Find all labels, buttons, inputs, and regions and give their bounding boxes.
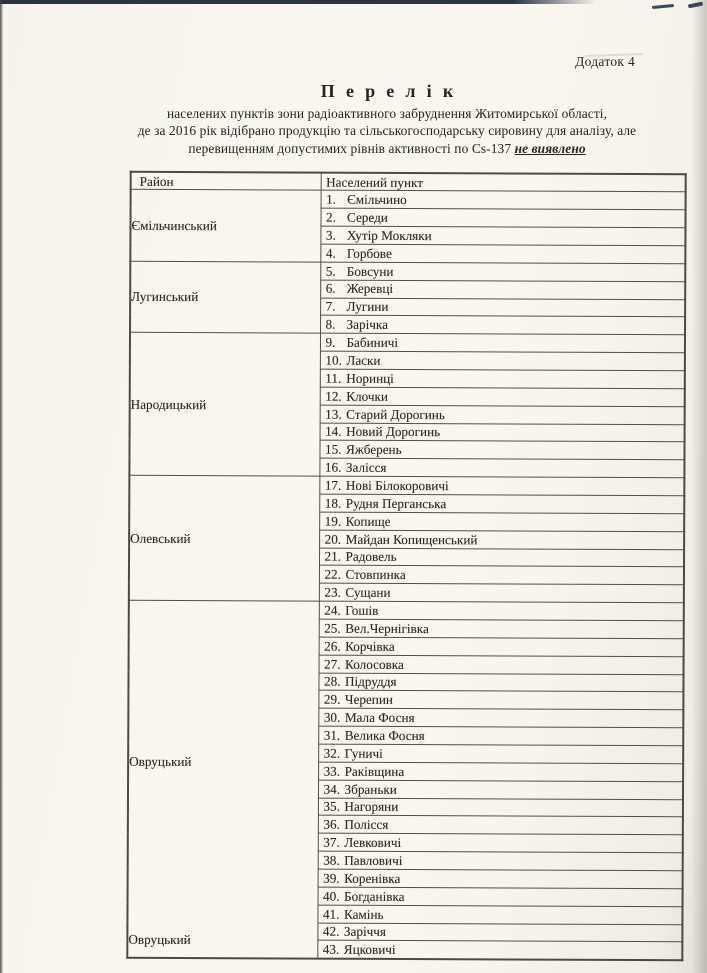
settlement-name: Лугини	[346, 299, 389, 315]
not-detected-emphasis: не виявлено	[514, 140, 586, 156]
settlement-cell	[318, 887, 683, 906]
settlement-number: 35.	[323, 799, 340, 815]
settlement-number: 3.	[325, 227, 336, 243]
settlement-number: 20.	[324, 531, 342, 547]
table-row	[130, 261, 685, 281]
settlement-number: 23.	[324, 584, 341, 600]
settlement-cell	[319, 458, 684, 477]
settlement-number: 29.	[323, 691, 341, 707]
column-header-settlement: Населений пункт	[321, 173, 686, 192]
settlement-name: Коренівка	[344, 870, 401, 886]
settlement-number: 32.	[323, 745, 341, 761]
settlement-number: 43.	[322, 941, 340, 957]
settlement-name: Жеревці	[346, 281, 394, 297]
subtitle-line-1: населених пунктів зони радіоактивного забруднення Житомирської області,	[166, 106, 608, 121]
district-cell: Лугинський	[130, 261, 320, 333]
subtitle-line-2: де за 2016 рік відібрано продукцію та сільськогосподарську сировину для аналізу, але	[137, 123, 637, 139]
settlement-name: Залісся	[345, 459, 387, 475]
settlement-name: Майдан Копищенський	[345, 531, 478, 547]
settlement-number: 17.	[324, 477, 342, 493]
settlement-name: Павловичі	[344, 852, 403, 868]
settlement-name: Гошів	[345, 602, 379, 618]
settlement-number: 8.	[325, 316, 336, 332]
settlement-number: 15.	[324, 441, 342, 457]
settlement-name: Яцковичі	[343, 941, 396, 957]
table-row	[130, 333, 685, 353]
document-header	[85, 79, 689, 157]
settlement-name: Нагоряни	[344, 799, 399, 815]
settlement-name: Новий Дорогинь	[346, 424, 441, 440]
settlement-cell	[319, 619, 684, 638]
settlement-cell	[320, 298, 685, 317]
settlement-name: Радовель	[345, 549, 397, 565]
settlement-cell	[320, 315, 685, 334]
settlement-cell	[319, 494, 684, 513]
settlement-cell	[318, 673, 683, 692]
settlement-cell	[317, 923, 682, 942]
table-row	[129, 475, 684, 495]
settlement-number: 28.	[323, 674, 341, 690]
settlement-number: 1.	[326, 191, 337, 207]
settlement-number: 12.	[325, 388, 342, 404]
table-row	[131, 190, 686, 210]
settlement-cell	[319, 637, 684, 656]
settlement-number: 22.	[324, 566, 341, 582]
settlement-number: 18.	[324, 495, 342, 511]
subtitle	[85, 105, 689, 157]
settlement-number: 19.	[324, 513, 342, 529]
settlement-name: Горбове	[346, 245, 392, 261]
settlement-number: 5.	[325, 263, 336, 279]
settlement-name: Бабиничі	[346, 334, 399, 351]
settlement-number: 25.	[324, 620, 341, 636]
settlement-cell	[320, 280, 685, 299]
settlement-name: Збраньки	[344, 781, 397, 797]
settlement-cell	[320, 226, 685, 245]
settlement-cell	[318, 691, 683, 710]
settlement-cell	[318, 798, 683, 817]
settlement-name: Корчівка	[345, 638, 395, 654]
settlement-name: Зарічка	[346, 316, 389, 333]
settlement-name: Черепин	[344, 691, 393, 708]
settlement-name: Камінь	[343, 906, 384, 922]
settlement-number: 2.	[325, 209, 336, 225]
settlement-name: Сущани	[345, 584, 391, 601]
settlement-cell	[320, 208, 685, 227]
settlement-cell	[318, 744, 683, 763]
column-header-district: Район	[131, 172, 321, 191]
settlement-number: 34.	[323, 781, 341, 797]
settlement-number: 14.	[325, 424, 342, 440]
scanner-shadow-right	[691, 0, 707, 973]
settlement-cell	[320, 351, 685, 370]
settlement-name: Норинці	[346, 370, 394, 386]
settlement-name: Нові Білокоровичі	[345, 477, 449, 494]
settlement-cell	[318, 833, 683, 852]
settlement-name: Хутір Мокляки	[346, 227, 432, 244]
settlement-cell	[318, 762, 683, 781]
settlement-number: 9.	[325, 334, 336, 350]
settlements-table	[126, 171, 686, 961]
settlement-cell	[320, 369, 685, 388]
settlement-name: Ласки	[346, 352, 381, 368]
settlement-number: 6.	[325, 281, 336, 297]
settlement-number: 11.	[325, 370, 342, 386]
scanner-mark	[652, 4, 674, 9]
settlement-cell	[318, 708, 683, 727]
district-cell: Овруцький	[127, 922, 317, 959]
settlement-cell	[317, 905, 682, 924]
settlement-name: Колосовка	[345, 656, 404, 672]
settlement-cell	[318, 816, 683, 835]
settlement-cell	[319, 655, 684, 674]
settlement-cell	[319, 476, 684, 495]
settlement-number: 13.	[325, 406, 342, 422]
settlement-number: 7.	[325, 298, 336, 315]
settlement-number: 41.	[322, 906, 340, 922]
settlement-cell	[319, 441, 684, 460]
scanner-edge-left	[0, 0, 3, 973]
district-cell: Овруцький	[127, 600, 318, 922]
appendix-label: Додаток 4	[575, 54, 635, 69]
settlement-name: Велика Фосня	[344, 727, 425, 744]
subtitle-line-3	[85, 140, 689, 157]
settlement-name: Заріччя	[343, 924, 386, 940]
settlement-name: Старий Дорогинь	[346, 406, 445, 422]
settlement-name: Богданівка	[344, 888, 405, 904]
settlement-cell	[319, 566, 684, 585]
settlement-number: 38.	[323, 852, 340, 868]
settlement-cell	[320, 423, 685, 442]
settlement-name: Бовсуни	[346, 263, 394, 279]
settlement-cell	[319, 601, 684, 620]
settlement-cell	[317, 941, 682, 960]
settlement-cell	[319, 583, 684, 602]
settlement-number: 4.	[325, 245, 336, 261]
settlement-name: Копище	[345, 513, 391, 529]
settlement-number: 33.	[323, 763, 341, 779]
settlement-cell	[319, 530, 684, 549]
settlement-name: Стовпинка	[345, 566, 406, 583]
settlement-name: Середи	[346, 209, 388, 225]
district-cell: Ємільчинський	[130, 190, 320, 262]
district-cell: Народицький	[129, 333, 320, 477]
settlement-number: 27.	[324, 656, 341, 672]
settlement-cell	[318, 851, 683, 870]
settlement-cell	[319, 548, 684, 567]
settlement-number: 21.	[324, 549, 342, 565]
settlement-cell	[318, 726, 683, 745]
settlement-cell	[320, 262, 685, 281]
settlement-number: 42.	[322, 924, 340, 940]
settlement-number: 39.	[323, 870, 340, 886]
settlement-number: 40.	[323, 888, 340, 904]
settlement-name: Мала Фосня	[344, 709, 415, 726]
settlement-name: Левковичі	[344, 834, 402, 851]
settlement-name: Підруддя	[344, 674, 397, 690]
settlement-number: 37.	[323, 834, 340, 850]
settlement-name: Яжберень	[345, 441, 402, 458]
settlement-number: 26.	[324, 638, 341, 654]
table-body	[127, 190, 685, 960]
settlement-name: Гуничі	[344, 745, 383, 761]
settlement-name: Полісся	[344, 816, 389, 833]
settlement-cell	[321, 190, 686, 209]
settlement-number: 30.	[323, 709, 341, 725]
settlement-name: Клочки	[346, 388, 389, 404]
settlement-name: Раківщина	[344, 763, 405, 779]
subtitle-line-3-text: перевищенням допустимих рівнів активності по Cs-137	[188, 140, 515, 156]
settlement-cell	[320, 387, 685, 406]
settlement-name: Вел.Чернігівка	[345, 620, 429, 636]
settlement-name: Ємільчино	[347, 191, 407, 208]
settlement-cell	[319, 512, 684, 531]
settlement-cell	[318, 869, 683, 888]
settlement-cell	[320, 333, 685, 352]
settlement-number: 16.	[324, 459, 342, 475]
settlement-cell	[320, 244, 685, 263]
table-row	[127, 922, 682, 942]
settlement-number: 36.	[323, 816, 340, 832]
page-title: Перелік	[320, 81, 465, 101]
table-row	[129, 600, 684, 620]
settlement-number: 10.	[325, 352, 342, 368]
district-cell: Олевський	[129, 475, 320, 601]
settlement-cell	[318, 780, 683, 799]
settlement-name: Рудня Перганська	[345, 495, 447, 511]
settlement-cell	[320, 405, 685, 424]
scanner-edge-top	[0, 0, 597, 4]
settlement-number: 24.	[324, 602, 341, 618]
settlement-number: 31.	[323, 727, 341, 743]
